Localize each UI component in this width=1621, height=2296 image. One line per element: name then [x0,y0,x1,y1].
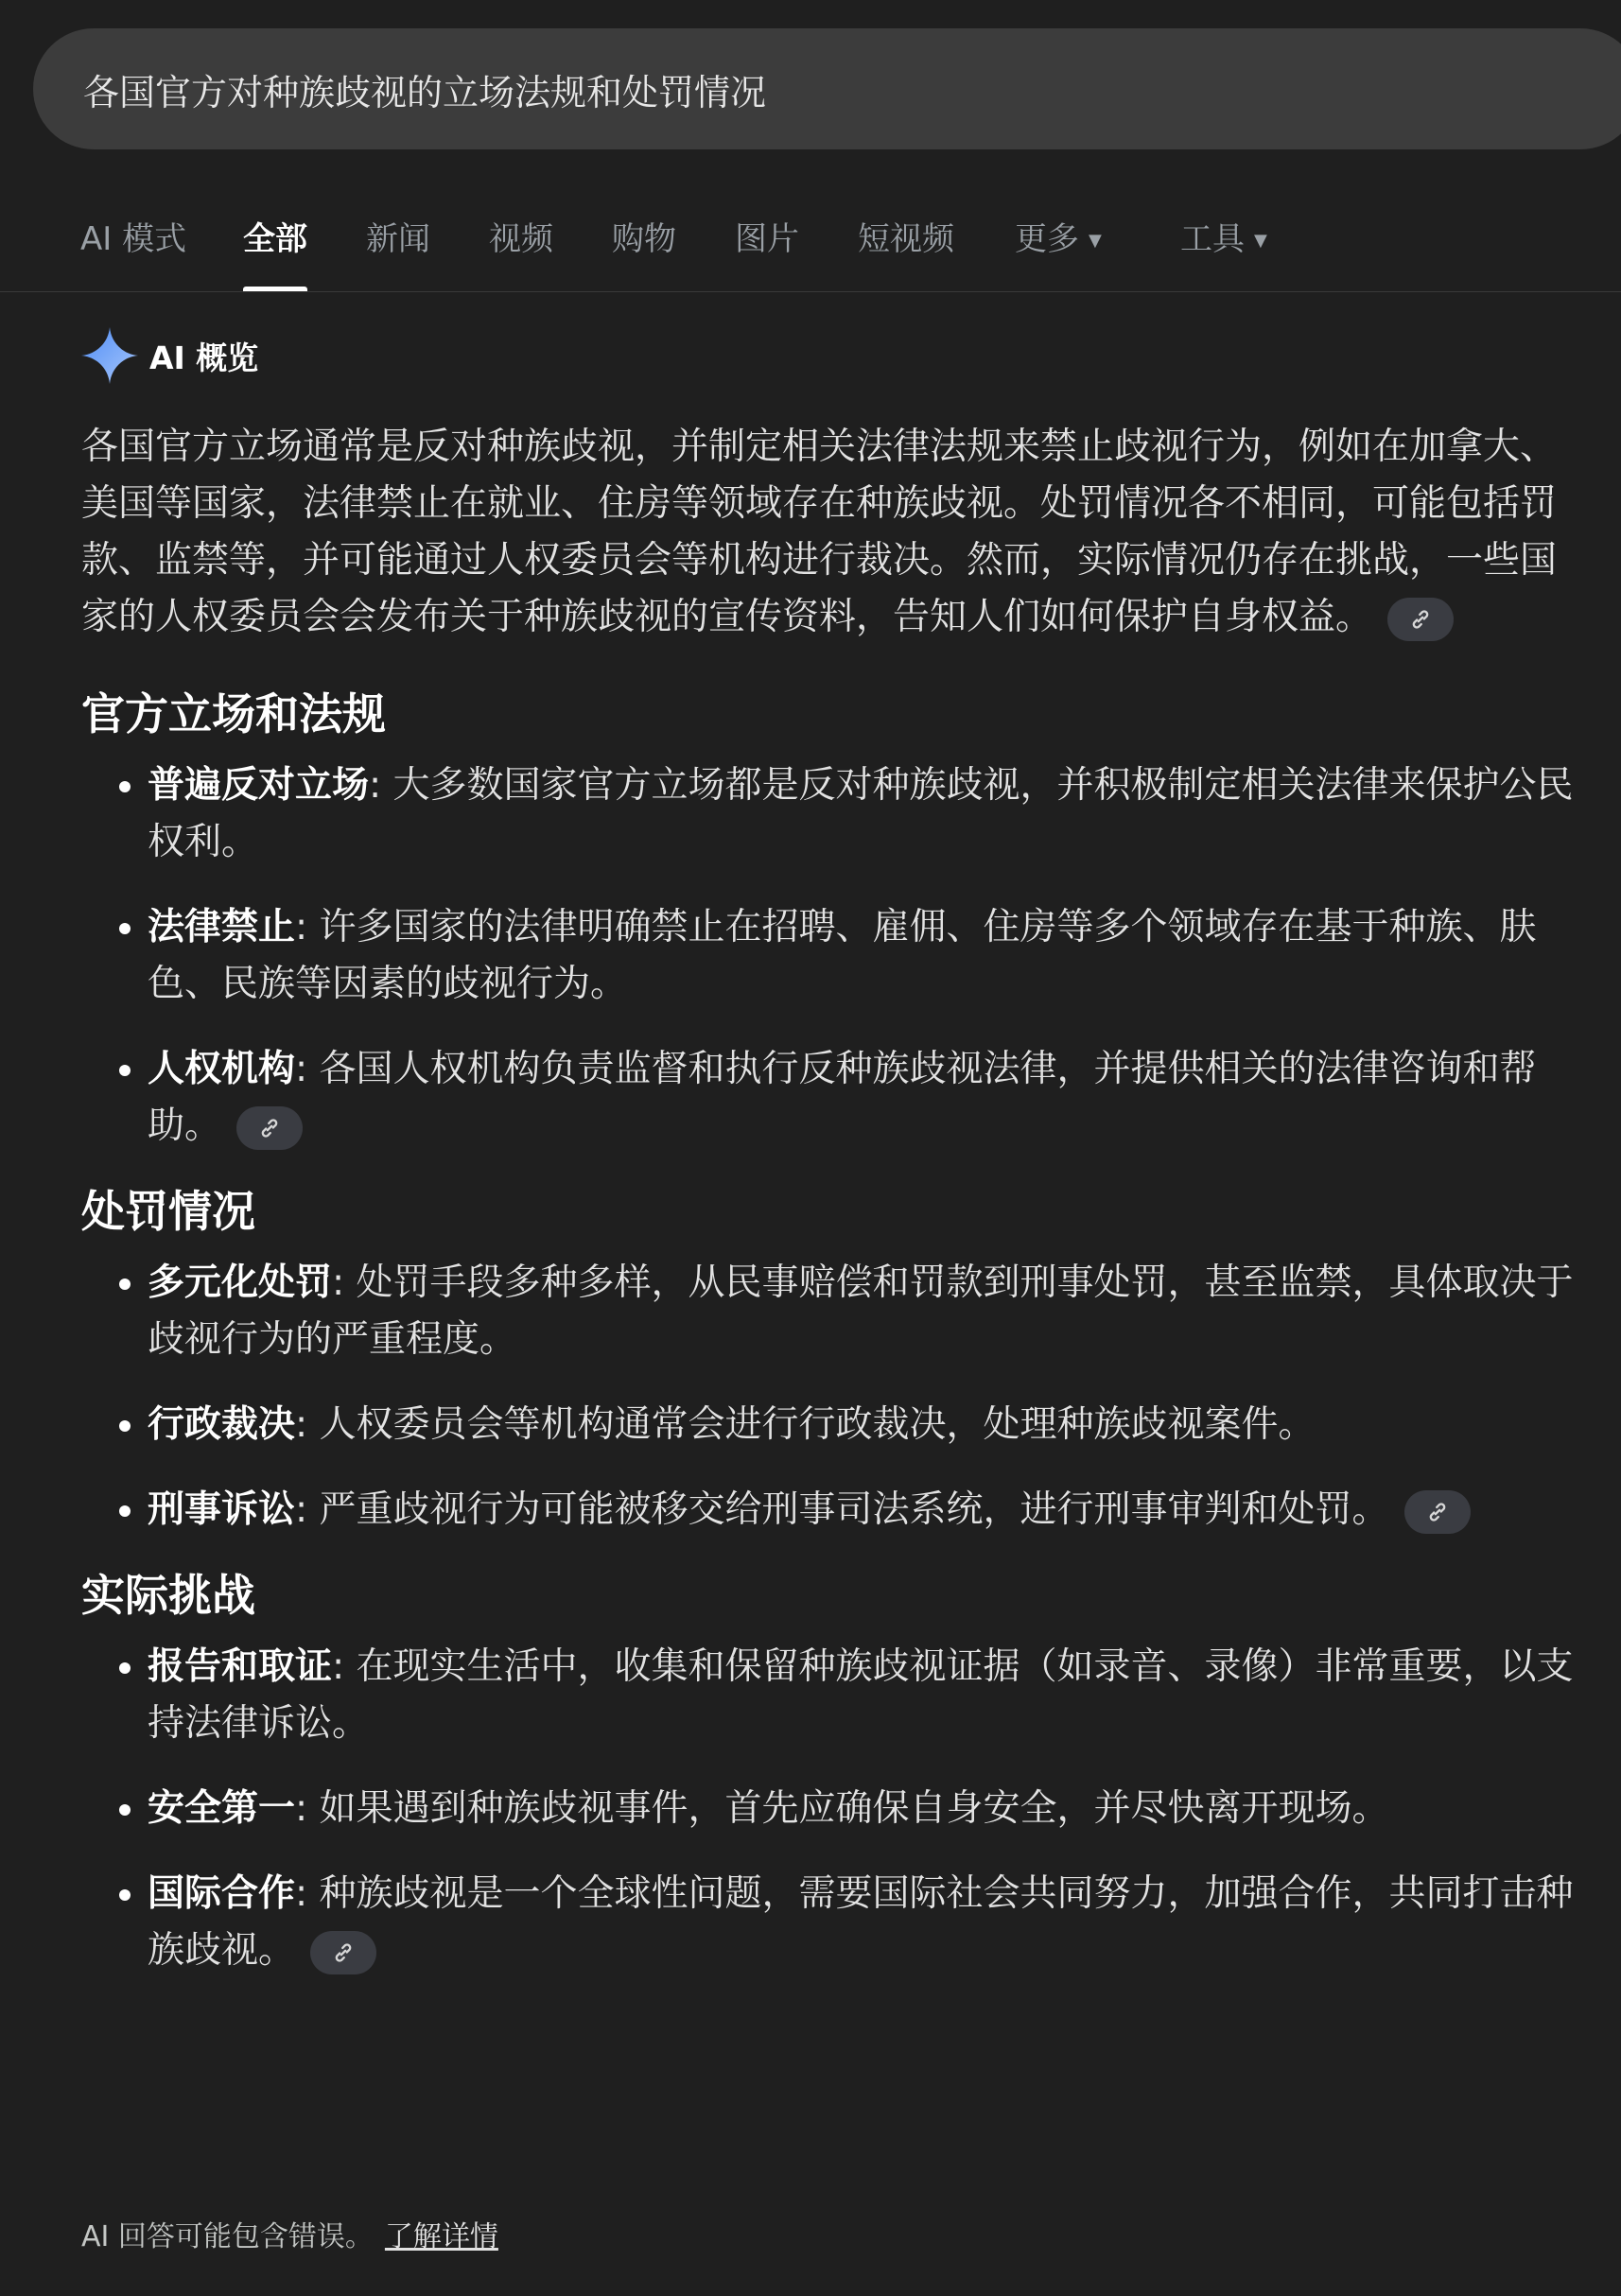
ai-overview-title: AI 概览 [149,339,259,376]
section-list [81,1639,1576,1979]
source-link-button[interactable] [310,1931,376,1974]
list-item: • 多元化处罚: 处罚手段多种多样，从民事赔偿和罚款到刑事处罚，甚至监禁，具体取决于歧视行为的严重程度。 [148,1255,1576,1368]
ai-overview-body [81,419,1576,2008]
disclaimer-text: AI 回答可能包含错误。 [81,2220,374,2253]
source-link-button[interactable] [1387,598,1454,641]
source-link-button[interactable] [1404,1490,1471,1534]
section-heading: 处罚情况 [81,1186,255,1237]
learn-more-link[interactable]: 了解详情 [384,2220,498,2253]
tab-ai-mode[interactable]: AI 模式 [80,220,187,258]
tab-all[interactable]: 全部 [243,208,307,291]
link-icon [1425,1500,1450,1524]
link-icon [257,1116,282,1140]
search-query[interactable]: 各国官方对种族歧视的立场法规和处罚情况 [83,71,767,113]
tab-tools[interactable]: 工具 ▼ [1180,220,1267,258]
list-item: • 法律禁止: 许多国家的法律明确禁止在招聘、雇佣、住房等多个领域存在基于种族、肤色、民族等因素的歧视行为。 [148,899,1576,1013]
list-item: • 行政裁决: 人权委员会等机构通常会进行行政裁决，处理种族歧视案件。 [148,1397,1576,1453]
ai-disclaimer [81,2213,498,2254]
link-icon [1408,607,1433,632]
section-heading: 实际挑战 [81,1570,255,1621]
chevron-down-icon: ▼ [1254,230,1267,251]
ai-overview-header [81,325,258,386]
tab-news[interactable]: 新闻 [366,220,430,258]
tab-short-videos[interactable]: 短视频 [858,220,954,258]
tab-more[interactable]: 更多 ▼ [1015,220,1102,258]
list-item: • 人权机构: 各国人权机构负责监督和执行反种族歧视法律，并提供相关的法律咨询和帮助。 [148,1041,1576,1155]
tab-videos[interactable]: 视频 [489,220,553,258]
search-tabs [0,208,1621,292]
chevron-down-icon: ▼ [1089,230,1102,251]
section-list [81,1255,1576,1539]
section-list [81,757,1576,1155]
source-link-button[interactable] [236,1106,303,1150]
intro-paragraph: 各国官方立场通常是反对种族歧视，并制定相关法律法规来禁止歧视行为，例如在加拿大、美国等国家，法律禁止在就业、住房等领域存在种族歧视。处罚情况各不相同，可能包括罚款、监禁等，并可能通过人权委员会等机构进行裁决。然而，实际情况仍存在挑战，一些国家的人权委员会会发布关于种族歧视的宣传资料，告知人们如何保护自身权益。 [81,419,1576,646]
search-bar[interactable] [33,28,1621,149]
tab-images[interactable]: 图片 [735,220,799,258]
list-item: • 国际合作: 种族歧视是一个全球性问题，需要国际社会共同努力，加强合作，共同打击种族歧视。 [148,1866,1576,1979]
gemini-sparkle-icon [81,327,138,384]
list-item: • 普遍反对立场: 大多数国家官方立场都是反对种族歧视，并积极制定相关法律来保护公民权利。 [148,757,1576,871]
tab-shopping[interactable]: 购物 [612,220,676,258]
list-item: • 报告和取证: 在现实生活中，收集和保留种族歧视证据（如录音、录像）非常重要，以支持法律诉讼。 [148,1639,1576,1752]
link-icon [331,1940,356,1965]
section-heading: 官方立场和法规 [81,688,386,739]
list-item: • 安全第一: 如果遇到种族歧视事件，首先应确保自身安全，并尽快离开现场。 [148,1781,1576,1837]
list-item: • 刑事诉讼: 严重歧视行为可能被移交给刑事司法系统，进行刑事审判和处罚。 [148,1482,1576,1539]
